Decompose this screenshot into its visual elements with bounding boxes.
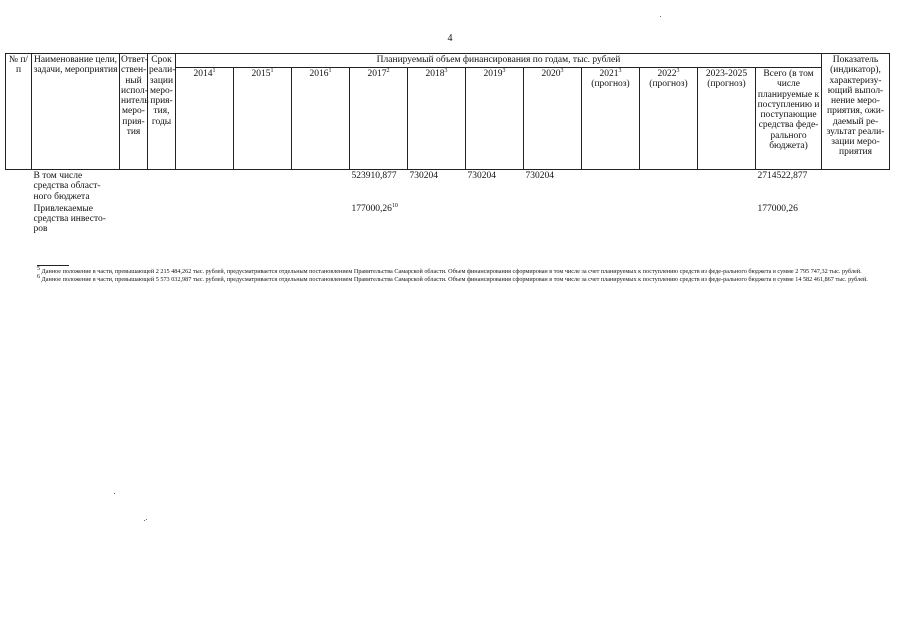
footnote: $^5$ Данное положение в части, превышающей 2 215 484,262 тыс. рублей, предусматривается отдельным постановлением Правительства Самарской области. Объем финансирования сформирован в том числе за счет планируемых к поступлению средств из феде-рального бюджета в сумме 2 795 747,32 тыс. рублей. — [37, 265, 862, 275]
cell-2018: 730204 — [409, 171, 438, 181]
header-term: Срок реали-зации меро-прия-тия, годы — [148, 54, 176, 170]
header-year: 2020$^3$ — [524, 68, 582, 170]
footnotes — [7, 265, 899, 284]
header-year: 2017$^2$ — [350, 68, 408, 170]
cell-total: 177000,26 — [757, 203, 798, 214]
header-year-forecast: 2023-2025 (прогноз) — [698, 68, 756, 170]
header-name: Наименование цели, задачи, мероприятия — [32, 54, 120, 170]
page-number: 4 — [447, 33, 453, 44]
row-name: Привлекаемые средства инвесто-ров — [33, 203, 106, 235]
cell-2018 — [408, 203, 466, 236]
cell-2019 — [466, 203, 524, 236]
header-indicator: Показатель (индикатор), характеризу-ющий выпол-нение меро-приятия, ожи-даемый ре-зультат реали-зации меро-приятия — [822, 54, 890, 170]
row-name: В том числе средства област-ного бюджета — [33, 171, 101, 202]
cell-2020: 730204 — [525, 171, 554, 181]
header-year-forecast: 2021$^3$ (прогноз) — [582, 68, 640, 170]
scan-speck — [146, 519, 147, 520]
scan-speck — [660, 16, 661, 17]
footnote-separator — [37, 265, 69, 266]
cell-total: 2714522,877 — [757, 171, 808, 181]
financing-table — [5, 53, 890, 236]
cell-2020 — [524, 203, 582, 236]
header-year: 2014$^1$ — [176, 68, 234, 170]
header-year: 2019$^3$ — [466, 68, 524, 170]
table-row — [6, 203, 890, 236]
cell-2017: 177000,26$^{10}$ — [351, 202, 398, 214]
cell-2017: 523910,877 — [351, 171, 397, 181]
header-planned-financing: Планируемый объем финансирования по годам, тыс. рублей — [176, 54, 822, 68]
header-num: № п/п — [6, 54, 32, 170]
header-year: 2016$^1$ — [292, 68, 350, 170]
header-year-forecast: 2022$^3$ (прогноз) — [640, 68, 698, 170]
scan-speck — [114, 493, 115, 494]
scan-speck — [144, 520, 145, 521]
cell-2019: 730204 — [467, 171, 496, 181]
footnote: $^6$ Данное положение в части, превышающей 5 573 032,987 тыс. рублей, предусматривается отдельным постановлением Правительства Самарской области. Объем финансирования сформирован в том числе за счет планируемых к поступлению средств из феде-рального бюджета в сумме 14 582 461,867 тыс. рублей. — [37, 274, 868, 284]
header-year: 2015$^1$ — [234, 68, 292, 170]
header-total: Всего (в том числе планируемые к поступлению и поступающие средства феде-рального бюджета) — [756, 68, 822, 170]
header-responsible: Ответ-ствен-ный испол-нитель меро-прия-тия — [120, 54, 148, 170]
header-year: 2018$^3$ — [408, 68, 466, 170]
table-row — [6, 170, 890, 203]
